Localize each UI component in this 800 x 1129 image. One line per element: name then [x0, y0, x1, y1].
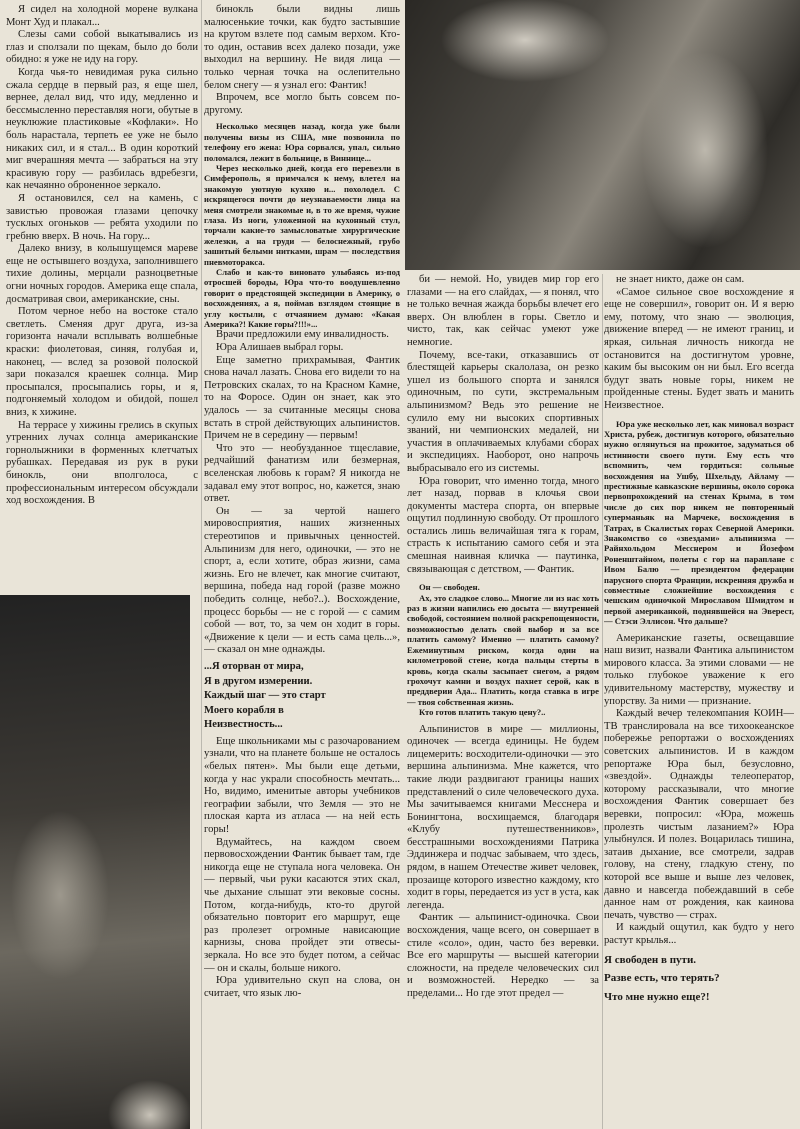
col3-small-paragraph: Кто готов платить такую цену?..	[419, 707, 546, 718]
col3-small-paragraph: Он — свободен.	[419, 582, 480, 593]
column-rule	[602, 274, 603, 1129]
verse-paragraph: Я в другом измерении.	[204, 675, 313, 687]
verse-paragraph: Каждый шаг — это старт	[204, 690, 326, 702]
ending-paragraph: Я свободен в пути.	[604, 953, 697, 966]
col2c-paragraph: Юра удивительно скуп на слова, он считает, что язык лю-	[204, 975, 400, 999]
col2c-paragraph: Еще школьниками мы с разочарованием узнали, что на планете больше не осталось «белых пятен». Мы были еще детьми, когда у нас украли способность мечтать... Но, видимо, именитые авторы учебников географии забыли, что Земля — это не плоская карта из атласа — на ней есть горы!	[204, 735, 400, 836]
col3-small-paragraph: Ах, это сладкое слово... Многие ли из нас хоть раз в жизни напились ею досыта — внутренней свободой, состоянием полной раскрепощенности, возможностью делать свой выбор и за все платить самому? Именно — платить самому? Ежеминутным риском, когда один на километровой стене, когда пальцы стерты в кровь, когда скалы засыпает снегом, а рядом грохочут камни и воздух пахнет серой, как в преддверии Ада... Платить, когда ставка в игре — твоя собственная жизнь.	[407, 592, 599, 707]
column-2	[204, 4, 400, 1126]
col3a-paragraph: би — немой. Но, увидев мир гор его глазами — на его слайдах, — я понял, что не только вечная жажда борьбы влечет его вверх. Он влюблен в горы. Светло и чисто, так, как сейчас умеют уже немногие.	[407, 274, 599, 348]
col3b-paragraph: Фантик — альпинист-одиночка. Свои восхождения, чаще всего, он совершает в стиле «соло», один, часто без веревки. Все его маршруты — высшей категории сложности, на пределе человеческих сил и возможностей. Нередко — за пределами... Но где этот предел —	[407, 912, 599, 999]
col1-paragraph: Я остановился, сел на камень, с завистью провожая глазами цепочку тусклых огоньков — ребята уходили по гребню вверх. В ночь. На гору...	[6, 192, 198, 242]
col2-paragraph: Впрочем, все могло быть совсем по-другому.	[204, 92, 400, 116]
ending-paragraph: Что мне нужно еще?!	[604, 990, 710, 1003]
col2b-paragraph: Врачи предложили ему инвалидность.	[216, 329, 389, 341]
col4b-paragraph: И каждый ощутил, как будто у него растут крылья...	[604, 922, 794, 946]
column-3	[407, 274, 599, 1126]
col1-paragraph: Когда чья-то невидимая рука сильно сжала сердце в первый раз, я еще шел, вернее, делал вид, что иду, медленно и бессмысленно переставляя ноги, обутые в неуклюжие пластиковые «Кофлаки». Но боль нарастала, терпеть ее уже не было никаких сил, и я стал... В один короткий миг вчерашняя мечта — забраться на эту красивую гору — разбилась вдребезги, как нечаянно оброненное зеркало.	[6, 66, 198, 192]
col4b-paragraph: Каждый вечер телекомпания КОИН—ТВ транслировала на все тихоокеанское побережье репортажи о восхождениях советских альпинистов. И в каждом репортаже Юра был, безусловно, «звездой». Однажды телеоператор, которому рассказывали, что многие восхождения Фантик совершает без веревки, попросил: «Юра, можешь пролезть чистым лазанием?» Юра улыбнулся. И полез. Воцарилась тишина, затаив дыхание, все смотрели, задрав голову, на стену, гладкую стену, по которой все выше и выше лез человек, давно и навсегда побеждавший в себе данное нам от рождения, как каинова печать, чувство — страх.	[604, 708, 794, 921]
col4b-paragraph: Американские газеты, освещавшие наш визит, назвали Фантика альпинистом мирового класса. За этими словами — не только глубокое уважение к его удивительному мастерству, мужеству и упорству. За ними — признание.	[604, 632, 794, 707]
col4a-paragraph: «Самое сильное свое восхождение я еще не совершил», говорит он. И я верю ему, потому, что знаю — эволюция, движение вперед — не имеют границ, и яркая, сильная личность никогда не остановится на достигнутом уровне, каким бы высоким он ни был. Его всегда будут звать новые горы, никем не пройденные стены. Будет звать и манить Неизвестное.	[604, 286, 794, 411]
climber-photo-left	[0, 595, 190, 1129]
column-4	[604, 274, 794, 1126]
ending-paragraph: Разве есть, что терять?	[604, 972, 720, 985]
col2c-paragraph: Вдумайтесь, на каждом своем первовосхождении Фантик бывает там, где никогда еще не ступала нога человека. Он — первый, чьи руки касаются этих скал, чье дыхание слышат эти вековые сосны. Потом, когда-нибудь, кто-то другой обязательно повторит его маршрут, еще раз пролезет огромные нависающие карнизы, снова пройдет эти отвесы-зеркала. Но все это будет потом, а сейчас — он и скалы, больше никого.	[204, 836, 400, 974]
col2b-paragraph: Он — за чертой нашего мировосприятия, наших жизненных стереотипов и привычных ценностей. Альпинизм для него, одиночки, — это не спорт, а, если хотите, образ жизни, сама жизнь. Его не влечет, как многие считают, вершина, победа над горой (разве можно победить солнце, небо?..). Восхождение, процесс борьбы — не с горой — с самим собой — вот, то, за чем он ходит в горы. «Движение к цели — и есть сама цель...», — сказал он мне однажды.	[204, 505, 400, 656]
col1-paragraph: Далеко внизу, в колышущемся мареве еще не остывшего воздуха, заполнившего тихие долины, мерцали разноцветные огни ночных городов. Америка еще спала, досматривая свои, американские, сны.	[6, 243, 198, 305]
col2-small-paragraph: Несколько месяцев назад, когда уже были получены визы из США, мне позвонила по телефону его жена: Юра сорвался, упал, сильно поломался, лежит в больнице, в Виннице...	[204, 121, 400, 163]
col2b-paragraph: Еще заметно прихрамывая, Фантик снова начал лазать. Снова его видели то на Петровских скалах, то на Красном Камне, то на Форосе. Один он знает, как это удалось — за считанные месяцы снова встать в строй действующих альпинистов. Причем не в середину — первым!	[204, 354, 400, 442]
col2-small-paragraph: Слабо и как-то виновато улыбаясь из-под отросшей бороды, Юра что-то воодушевленно говорит о предстоящей экспедиции в Америку, о восхождениях, а я, поймав взглядом стоящие в углу костыли, с отчаянием думаю: «Какая Америка?! Какие горы?!!!»...	[204, 267, 400, 330]
col3a-paragraph: Почему, все-таки, отказавшись от блестящей карьеры скалолаза, он резко ушел из большого спорта и занялся одиночным, по сути, экстремальным альпинизмом? Ведь это решение не сулило ему ни высоких спортивных званий, ни чемпионских медалей, ни участия в оплачиваемых клубами сборах и экспедициях. Наоборот, оно напрочь выбрасывало его из системы.	[407, 349, 599, 474]
col3b-paragraph: Альпинистов в мире — миллионы, одиночек — всегда единицы. Не будем лицемерить: восходители-одиночки — это вершина альпинизма. Мне кажется, что такие люди раздвигают границы наших представлений о силе человеческого духа. Мы зачитываемся книгами Месснера и Бонингтона, восхищаемся, благодаря «Клубу путешественников», бесстрашными восхождениями Патрика Эддинжера и подчас забываем, что здесь, рядом, в нашем Отечестве живет человек, прозаище которого известно каждому, кто ходит в горы, передается из уст в уста, как легенда.	[407, 723, 599, 911]
col1-paragraph: Слезы сами собой выкатывались из глаз и сползали по щекам, было до боли обидно: я уже не иду на гору.	[6, 29, 198, 66]
col2b-paragraph: Юра Алишаев выбрал горы.	[216, 342, 344, 354]
mountain-photo-top	[405, 0, 800, 270]
col2b-paragraph: Что это — необузданное тщеславие, редчайший фанатизм или безмерная, вселенская любовь к горам? Я никогда не задавал ему этот вопрос, но, кажется, знаю ответ.	[204, 442, 400, 505]
col4a-paragraph: не знает никто, даже он сам.	[616, 274, 745, 285]
column-rule	[201, 0, 202, 1129]
verse-paragraph: ...Я оторван от мира,	[204, 660, 304, 672]
col1-paragraph: На террасе у хижины грелись в скупых утренних лучах солнца американские горнолыжники в форменных клетчатых рубашках. Передавая из рук в руки бинокль, они вполголоса, с профессиональным интересом обсуждали ход восхождения. В	[6, 419, 198, 507]
col4-small-paragraph: Юра уже несколько лет, как миновал возраст Христа, рубеж, достигнув которого, обязательно нужно оглянуться на прожитое, задуматься об истинности своего пути. Ему есть что вспомнить, чем гордиться: сольные восхождения на Ушбу, Шхельду, Айламу — престижные кавказские вершины, около сорока первопрохождений на стенах Крыма, в том числе до сих пор никем не повторенный суперманьяк на Марчеке, восхождения в Татрах, в Скалистых горах Северной Америки. Знакомство со «звездами» альпинизма — Райнхольдом Месснером и Йозефом Роненштайном, полеты с гор на параплане с Ивом Балю — президентом федерации парусного спорта Франции, искренняя дружба и совместные сложнейшие восхождения с чешским одиночкой Мирославом Шмидтом и первой американкой, поднявшейся на Эверест, — Стэси Эллисон. Что дальше?	[604, 418, 794, 627]
col2-small-paragraph: Через несколько дней, когда его перевезли в Симферополь, я примчался к нему, влетел на знакомую уютную кухню и... похолодел. С искрящегося почти до неузнаваемости лица на меня смотрели знакомые и, в то же время, чужие глаза. Из ноги, уложенной на кухонный стул, торчали какие-то замысловатые хирургические железки, а на груди — белоснежный, грубо зашитый белыми нитками, шрам — последствия пневмоторакса.	[204, 162, 400, 267]
col2-paragraph: бинокль были видны лишь малюсенькие точки, как будто застывшие на крутом взлете под самым верхом. Кто-то один, оставив всех далеко позади, уже выходил на вершину. Не видя лица — только черная точка на ослепительно белом снегу — я узнал его: Фантик!	[204, 4, 400, 91]
verse-paragraph: Моего корабля в	[204, 704, 284, 716]
col3a-paragraph: Юра говорит, что именно тогда, много лет назад, порвав в клочья свои документы мастера спорта, он впервые ощутил подлинную свободу. От прошлого остались лишь величайшая тяга к горам, страсть к испытанию самого себя и эта смешная наивная кличка — паутинка, связывающая с детством, — Фантик.	[407, 475, 599, 575]
col1-paragraph: Я сидел на холодной морене вулкана Монт Худ и плакал...	[6, 4, 198, 28]
column-1	[6, 4, 198, 592]
verse-paragraph: Неизвестность...	[204, 719, 283, 731]
col1-paragraph: Потом черное небо на востоке стало светлеть. Сменяя друг друга, из-за горизонта начали всплывать волшебные краски: фиолетовая, синяя, голубая и, наконец, — вслед за розовой полоской зари показался краешек солнца. Мир просыпался, просыпались горы, и я, подгоняемый холодом и обидой, пошел вниз, к хижине.	[6, 306, 198, 418]
